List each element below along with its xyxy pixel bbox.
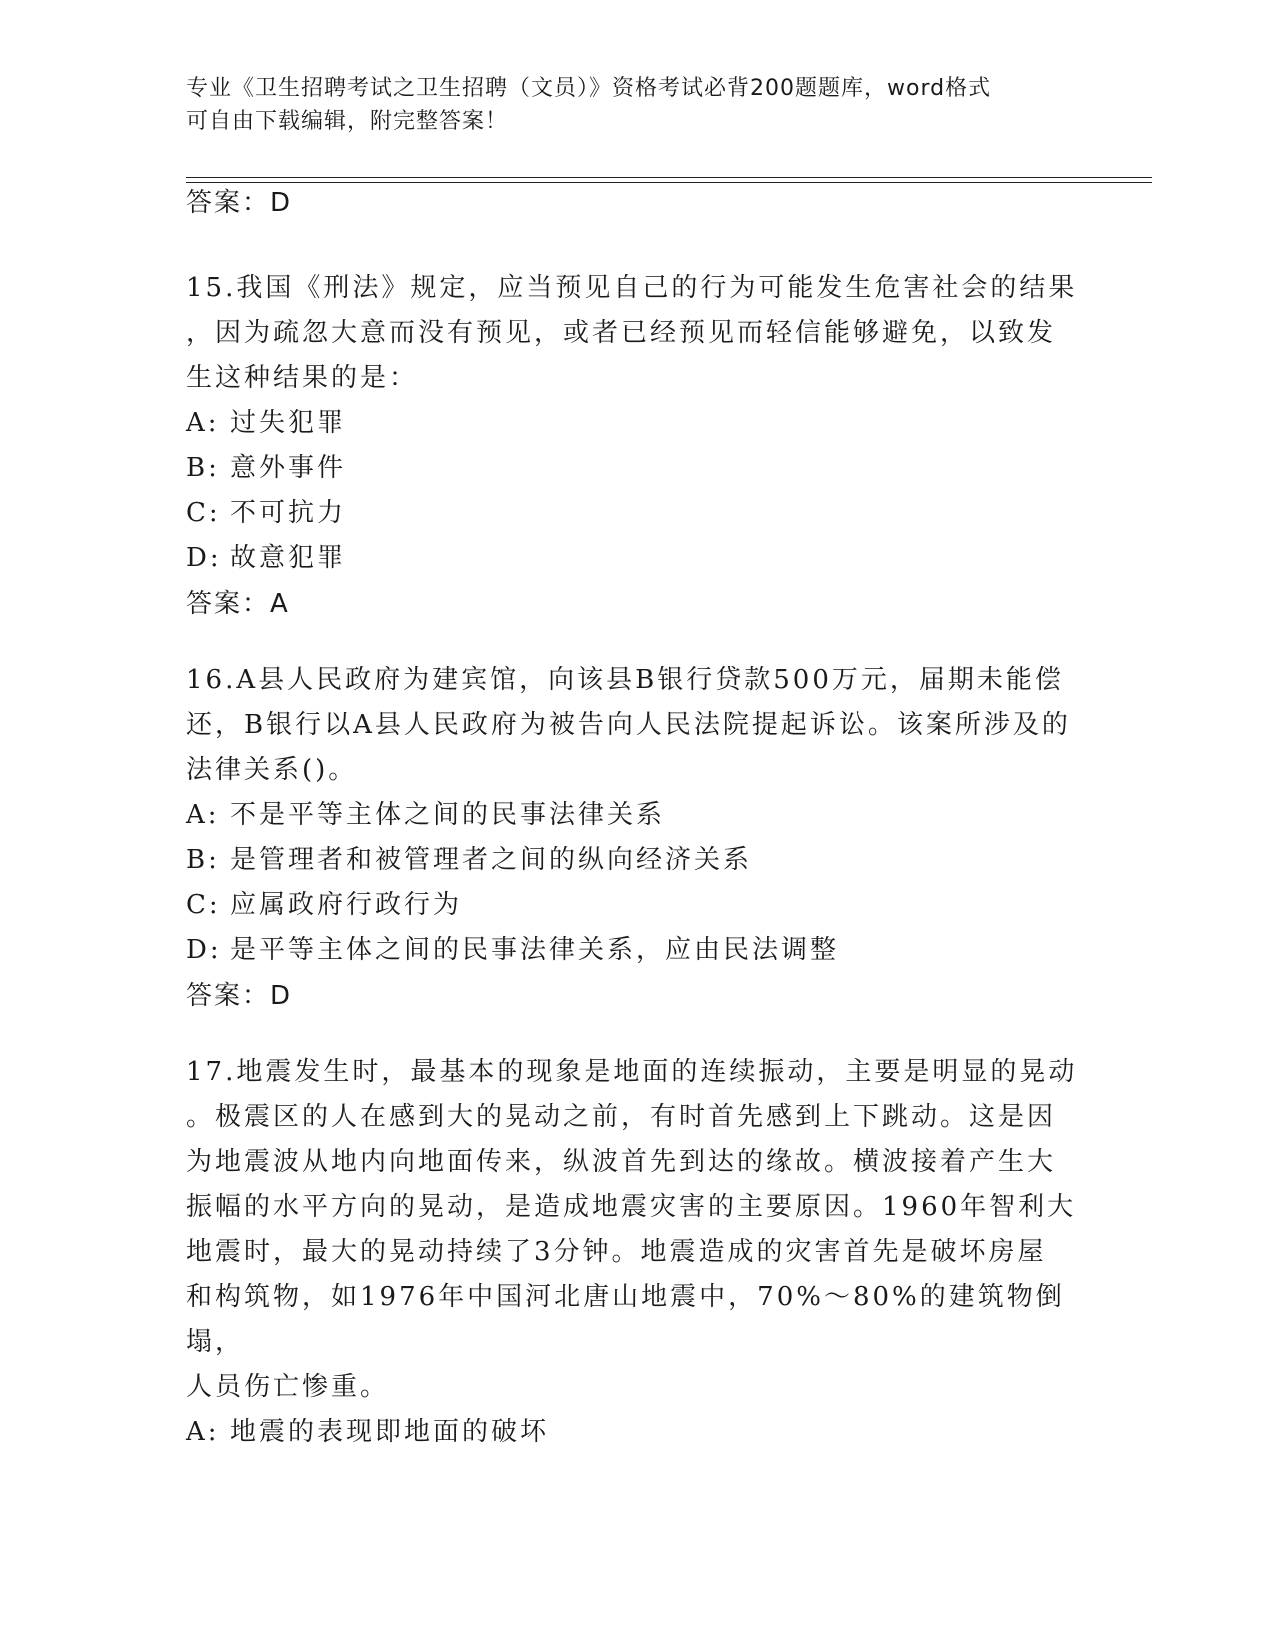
option-letter: B: — [186, 845, 220, 875]
option-letter: C: — [186, 890, 221, 920]
option-letter: A: — [186, 1417, 220, 1447]
answer-label: 答案：D — [186, 981, 293, 1011]
header-line-1: 专业《卫生招聘考试之卫生招聘（文员）》资格考试必背200题题库，word格式 — [186, 76, 992, 101]
stem-line: 法律关系()。 — [186, 755, 358, 785]
answer-label: 答案：D — [186, 188, 293, 218]
option-letter: A: — [186, 408, 220, 438]
stem-line: 。极震区的人在感到大的晃动之前，有时首先感到上下跳动。这是因 — [186, 1102, 1057, 1132]
option-letter: A: — [186, 800, 220, 830]
option-text: 不可抗力 — [230, 498, 347, 528]
option-letter: B: — [186, 453, 220, 483]
option-a — [186, 1410, 1086, 1455]
document-header — [186, 72, 1066, 138]
question-16 — [186, 658, 1086, 1019]
stem-line: 振幅的水平方向的晃动，是造成地震灾害的主要原因。1960年智利大 — [186, 1192, 1077, 1222]
stem-line: 15.我国《刑法》规定，应当预见自己的行为可能发生危害社会的结果 — [186, 273, 1078, 303]
option-text: 不是平等主体之间的民事法律关系 — [230, 800, 666, 830]
option-text: 意外事件 — [230, 453, 347, 483]
question-stem — [186, 1050, 1086, 1410]
stem-line: 人员伤亡惨重。 — [186, 1372, 390, 1402]
option-c — [186, 883, 1086, 928]
stem-line: ，因为疏忽大意而没有预见，或者已经预见而轻信能够避免，以致发 — [186, 318, 1057, 348]
option-text: 故意犯罪 — [230, 543, 347, 573]
option-text: 是管理者和被管理者之间的纵向经济关系 — [230, 845, 753, 875]
stem-line: 地震时，最大的晃动持续了3分钟。地震造成的灾害首先是破坏房屋 — [186, 1237, 1047, 1267]
option-letter: D: — [186, 543, 222, 573]
stem-line: 还，B银行以A县人民政府为被告向人民法院提起诉讼。该案所涉及的 — [186, 710, 1071, 740]
stem-line: 为地震波从地内向地面传来，纵波首先到达的缘故。横波接着产生大 — [186, 1147, 1057, 1177]
stem-line: 17.地震发生时，最基本的现象是地面的连续振动，主要是明显的晃动 — [186, 1057, 1078, 1087]
option-b — [186, 446, 1086, 491]
header-divider-top — [186, 177, 1152, 178]
answer-label: 答案：A — [186, 589, 290, 619]
previous-answer-block — [186, 180, 1086, 226]
option-text: 是平等主体之间的民事法律关系，应由民法调整 — [230, 935, 840, 965]
question-15 — [186, 266, 1086, 627]
stem-line: 和构筑物，如1976年中国河北唐山地震中，70%～80%的建筑物倒塌， — [186, 1282, 1065, 1357]
option-text: 过失犯罪 — [230, 408, 347, 438]
option-a — [186, 793, 1086, 838]
stem-line: 16.A县人民政府为建宾馆，向该县B银行贷款500万元，届期未能偿 — [186, 665, 1064, 695]
question-stem — [186, 266, 1086, 401]
option-letter: D: — [186, 935, 222, 965]
option-letter: C: — [186, 498, 221, 528]
option-b — [186, 838, 1086, 883]
option-text: 应属政府行政行为 — [230, 890, 463, 920]
option-c — [186, 491, 1086, 536]
header-line-2: 可自由下载编辑，附完整答案！ — [186, 109, 509, 134]
option-a — [186, 401, 1086, 446]
question-stem — [186, 658, 1086, 793]
stem-line: 生这种结果的是： — [186, 363, 419, 393]
option-d — [186, 928, 1086, 973]
question-17 — [186, 1050, 1086, 1455]
option-text: 地震的表现即地面的破坏 — [230, 1417, 550, 1447]
option-d — [186, 536, 1086, 581]
